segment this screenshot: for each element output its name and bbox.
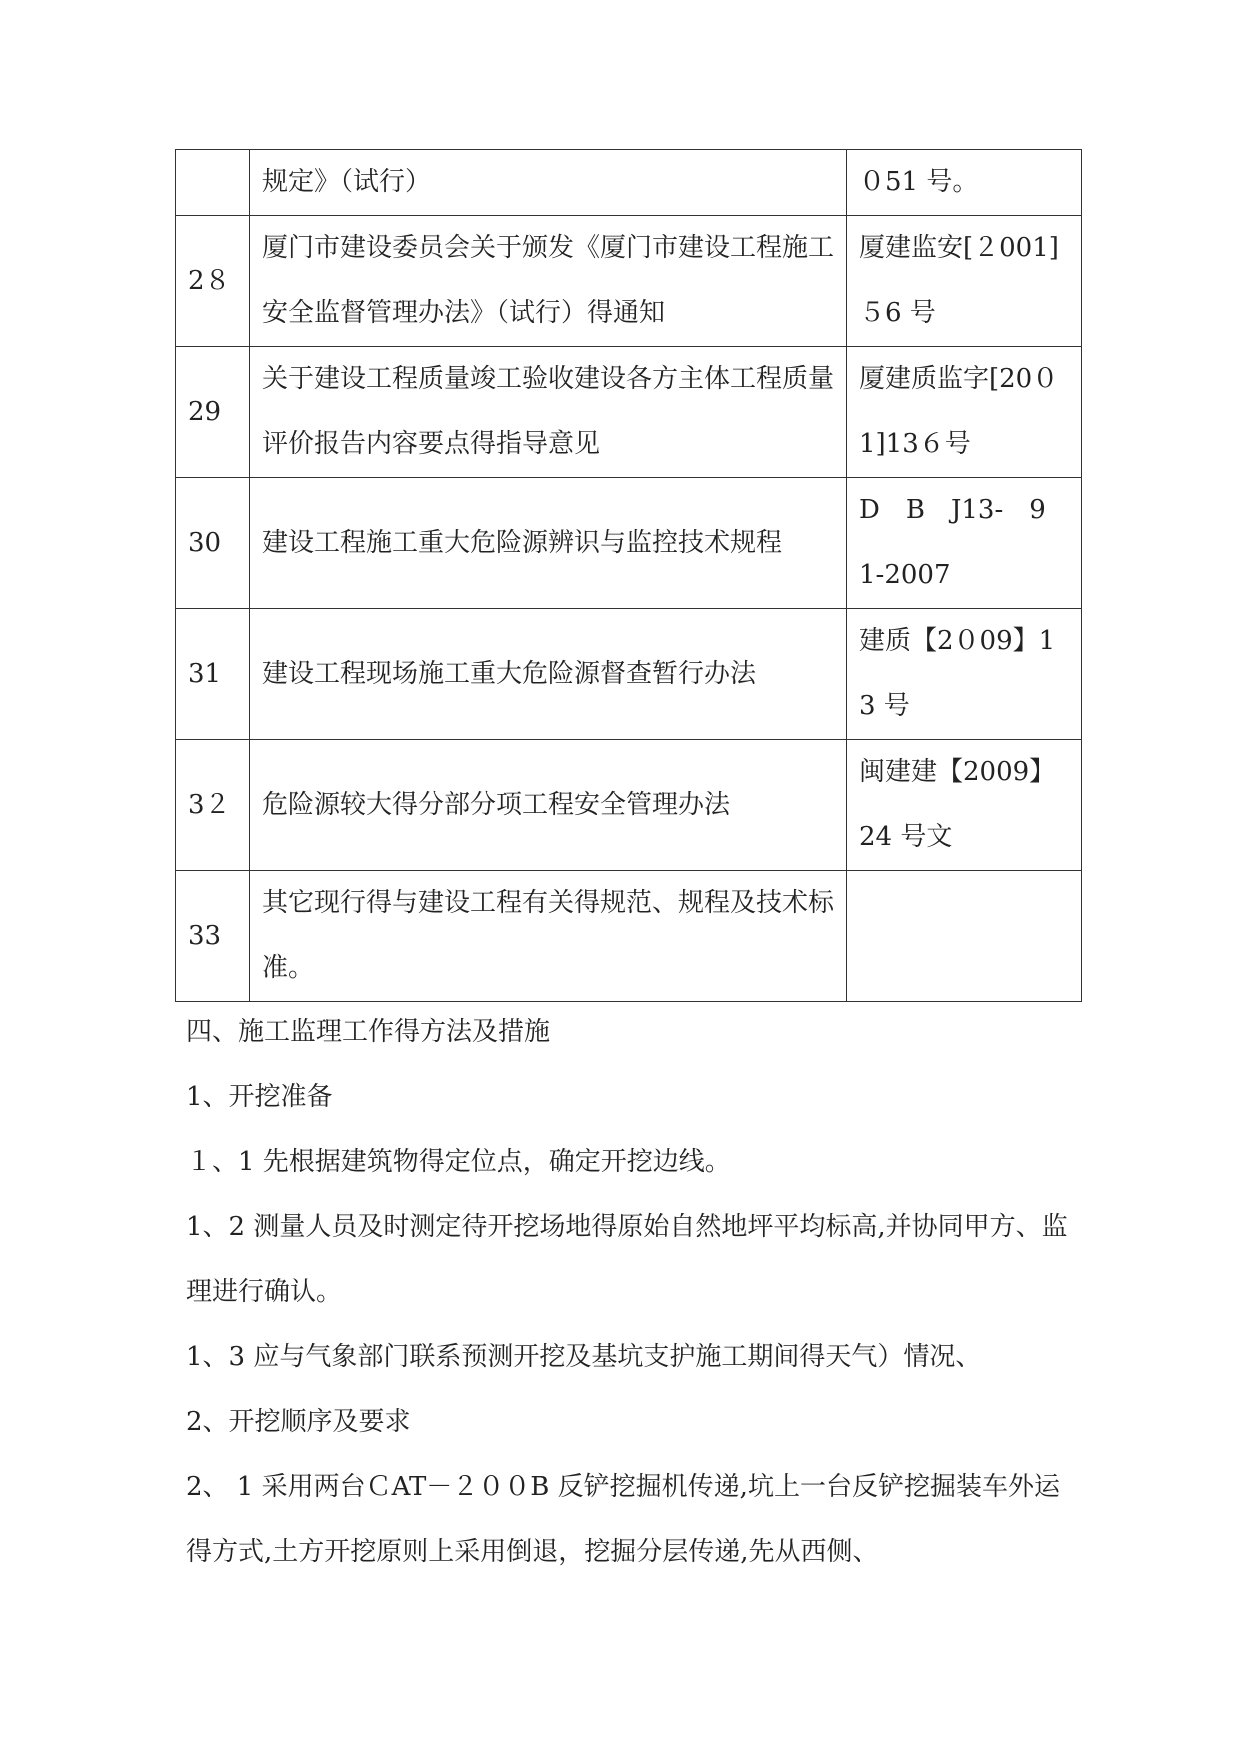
paragraph: １、1 先根据建筑物得定位点，确定开挖边线。 [186,1147,731,1177]
paragraph: 1、2 测量人员及时测定待开挖场地得原始自然地坪平均标高,并协同甲方、监理进行确认。 [186,1212,1068,1307]
paragraph: 1、开挖准备 [186,1082,333,1112]
row-number: 33 [176,871,250,1002]
table-row [176,871,1082,1002]
regulation-title: 关于建设工程质量竣工验收建设各方主体工程质量评价报告内容要点得指导意见 [250,347,847,478]
row-number: 3２ [176,740,250,871]
section-heading: 四、施工监理工作得方法及措施 [186,1017,551,1047]
regulations-table [175,149,1082,1002]
table-row [176,609,1082,740]
regulation-title: 厦门市建设委员会关于颁发《厦门市建设工程施工安全监督管理办法》（试行）得通知 [250,216,847,347]
regulation-title: 其它现行得与建设工程有关得规范、规程及技术标准。 [250,871,847,1002]
regulation-title: 规定》（试行） [250,150,847,216]
row-number: 31 [176,609,250,740]
regulation-title: 危险源较大得分部分项工程安全管理办法 [250,740,847,871]
table-row [176,216,1082,347]
table-row [176,478,1082,609]
row-number [176,150,250,216]
table-row [176,740,1082,871]
row-number: 30 [176,478,250,609]
regulation-title: 建设工程施工重大危险源辨识与监控技术规程 [250,478,847,609]
document-number: 建质【2０09】13 号 [847,609,1082,740]
body-text [186,1000,1081,1585]
document-number: 厦建监安[２001] ５6 号 [847,216,1082,347]
document-number [847,871,1082,1002]
row-number: 2８ [176,216,250,347]
row-number: 29 [176,347,250,478]
table-row [176,347,1082,478]
document-number: D B J13- 9 1-2007 [847,478,1082,609]
document-number: 厦建质监字[20０1]13６号 [847,347,1082,478]
paragraph: 2、 1 采用两台ＣAT－２００B 反铲挖掘机传递,坑上一台反铲挖掘装车外运得方式,土方开挖原则上采用倒退，挖掘分层传递,先从西侧、 [186,1472,1060,1567]
paragraph: 1、3 应与气象部门联系预测开挖及基坑支护施工期间得天气）情况、 [186,1342,982,1372]
document-number: ０51 号。 [847,150,1082,216]
table-row [176,150,1082,216]
paragraph: 2、开挖顺序及要求 [186,1407,411,1437]
regulation-title: 建设工程现场施工重大危险源督查暂行办法 [250,609,847,740]
document-number: 闽建建【2009】24 号文 [847,740,1082,871]
